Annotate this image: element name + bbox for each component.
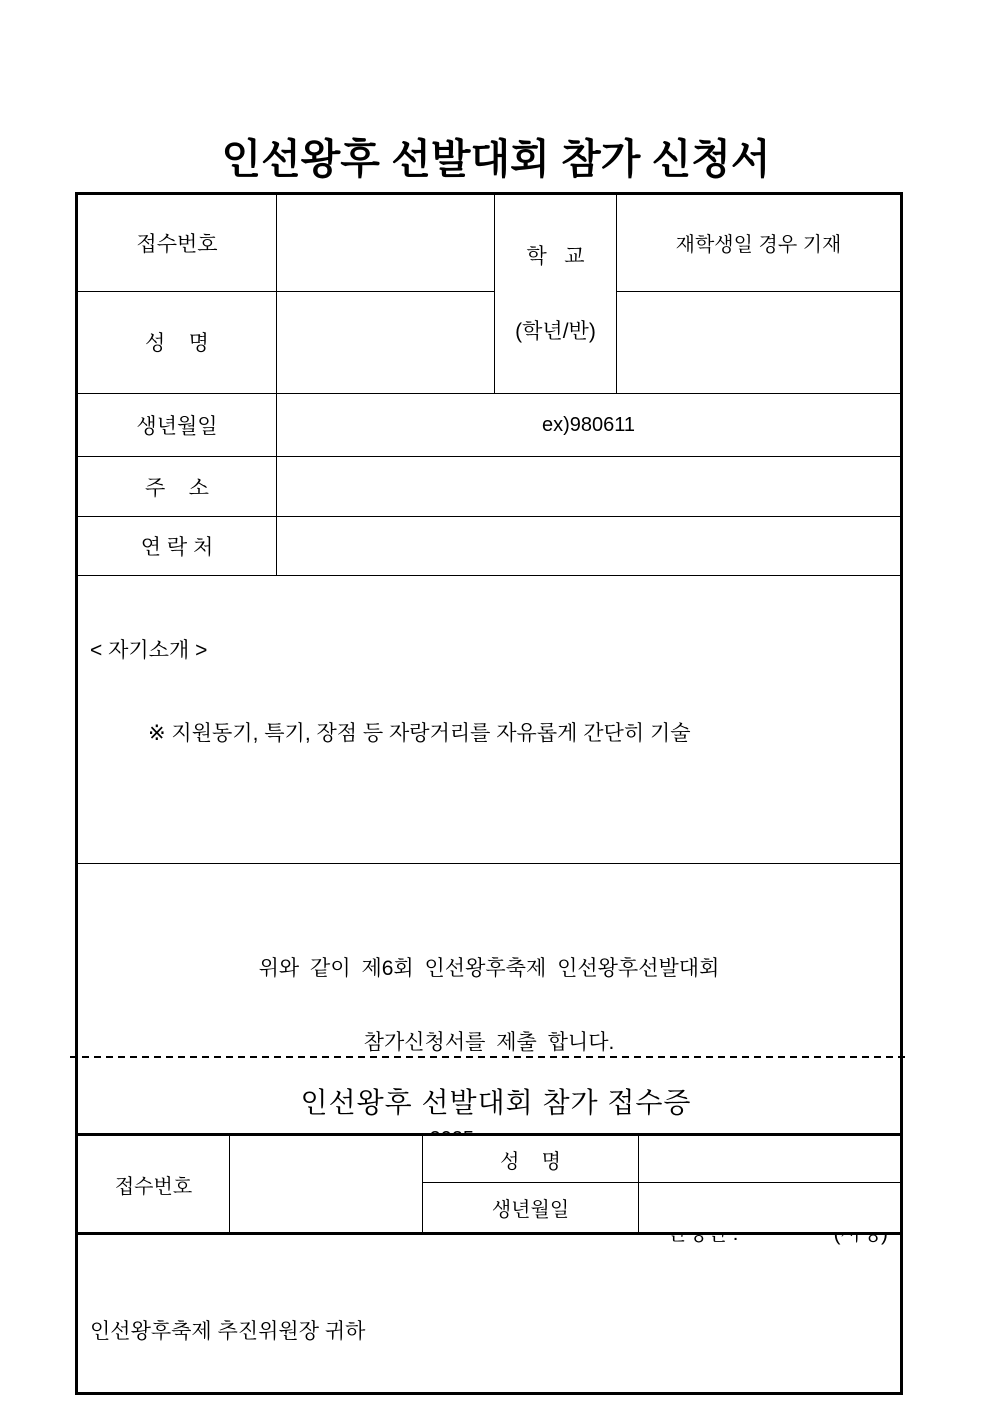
name-label: 성 명 <box>77 291 277 393</box>
receipt-stub-no-field[interactable] <box>230 1135 423 1234</box>
birth-label: 생년월일 <box>77 394 277 457</box>
school-label-line1: 학 교 <box>526 245 585 268</box>
receipt-table <box>75 1133 903 1235</box>
recipient-line: 인선왕후축제 추진위원장 귀하 <box>90 1320 366 1343</box>
address-field[interactable] <box>277 457 902 517</box>
submission-section <box>77 864 902 1394</box>
receipt-no-field[interactable] <box>277 194 495 292</box>
school-label <box>495 194 617 394</box>
self-intro-heading: < 자기소개 > <box>90 639 208 662</box>
receipt-stub-no-label: 접수번호 <box>77 1135 230 1234</box>
birth-field[interactable]: ex)980611 <box>277 394 902 457</box>
statement-line1: 위와 같이 제6회 인선왕후축제 인선왕후선발대회 <box>258 957 720 980</box>
address-label: 주 소 <box>77 457 277 517</box>
self-intro-area[interactable] <box>77 576 902 864</box>
receipt-stub-name-field[interactable] <box>639 1135 902 1183</box>
receipt-no-label: 접수번호 <box>77 194 277 292</box>
school-field[interactable] <box>617 291 902 393</box>
school-label-line2: (학년/반) <box>515 320 596 343</box>
cut-line-divider <box>70 1056 908 1058</box>
school-note: 재학생일 경우 기재 <box>617 194 902 292</box>
contact-field[interactable] <box>277 517 902 576</box>
receipt-stub-birth-label: 생년월일 <box>423 1183 639 1234</box>
contact-label: 연 락 처 <box>77 517 277 576</box>
receipt-stub-name-label: 성 명 <box>423 1135 639 1183</box>
self-intro-note: ※ 지원동기, 특기, 장점 등 자랑거리를 자유롭게 간단히 기술 <box>148 722 691 745</box>
name-field[interactable] <box>277 291 495 393</box>
statement-line2: 참가신청서를 제출 합니다. <box>363 1031 615 1054</box>
receipt-stub-birth-field[interactable] <box>639 1183 902 1234</box>
receipt-title: 인선왕후 선발대회 참가 접수증 <box>300 1087 692 1118</box>
page-title: 인선왕후 선발대회 참가 신청서 <box>221 136 771 182</box>
